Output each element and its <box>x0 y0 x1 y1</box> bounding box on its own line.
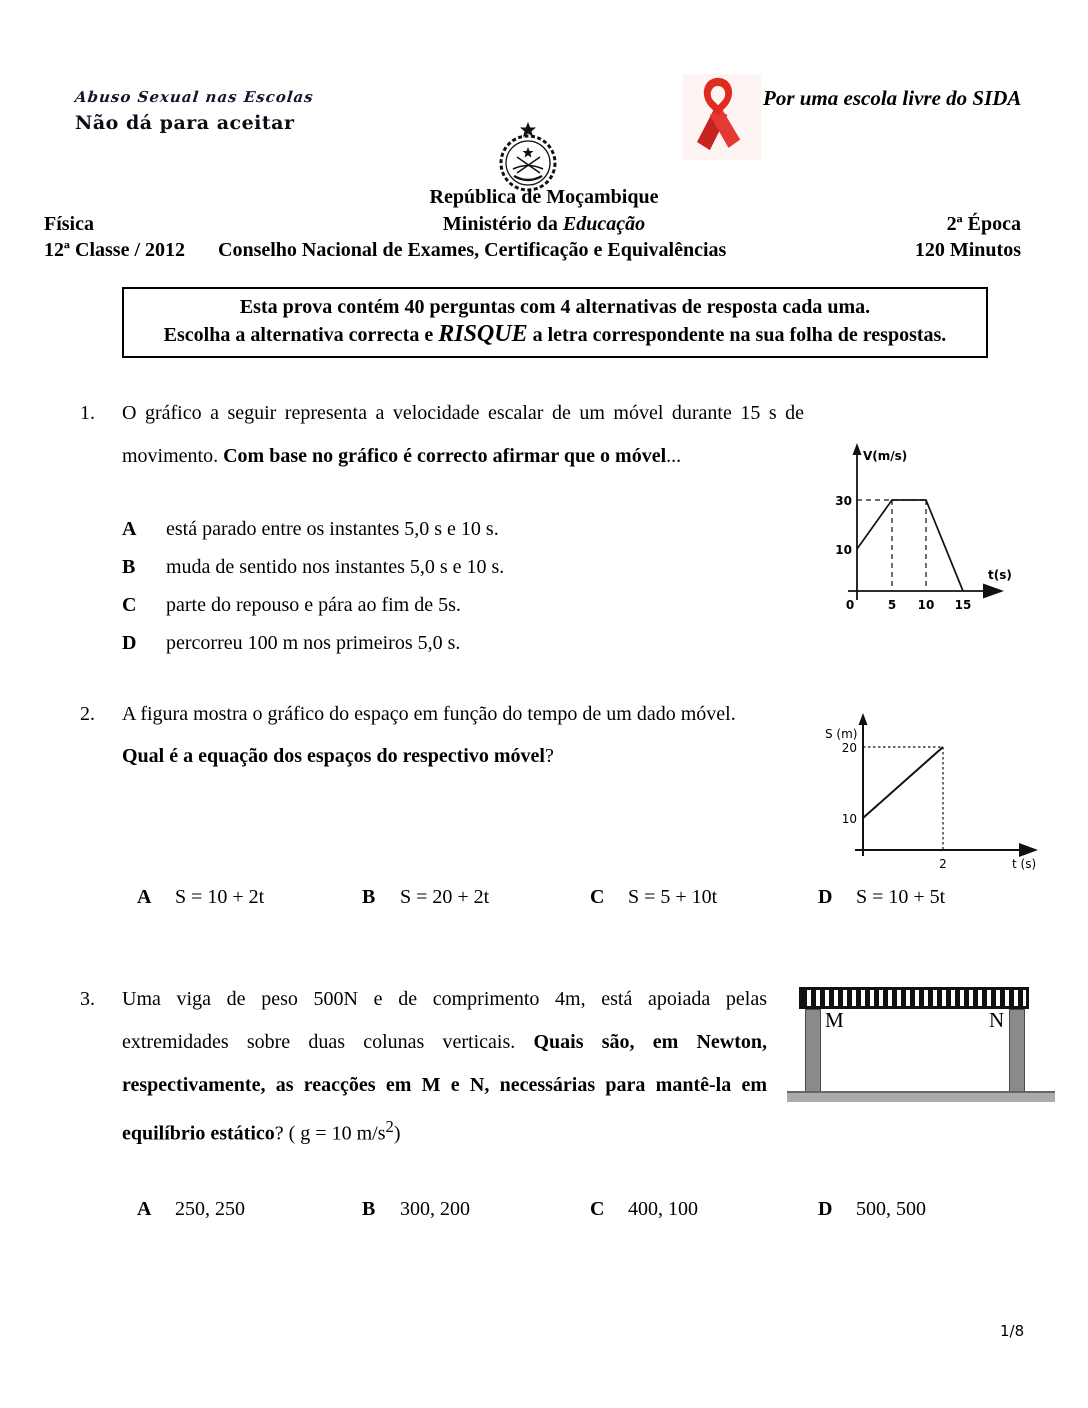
x-axis-arrow <box>983 584 1004 599</box>
q1-option-a <box>122 518 499 541</box>
q3-option-b-text: 300, 200 <box>400 1198 470 1220</box>
q2-option-d-letter: D <box>818 886 833 908</box>
q3-option-c-text: 400, 100 <box>628 1198 698 1220</box>
aids-ribbon-box <box>683 74 761 160</box>
y-axis-label: V(m/s) <box>863 449 908 463</box>
ministry-prefix: Ministério da <box>442 213 563 235</box>
q2-option-a-text: S = 10 + 2t <box>175 886 265 908</box>
q3-option-b <box>362 1198 470 1221</box>
q3-line4-normal-b: ) <box>393 1122 401 1145</box>
q3-line1-text: Uma viga de peso 500N e de comprimento 4m, está apoiada pelas <box>122 988 767 1010</box>
beam-label-m: M <box>825 1008 844 1032</box>
q1-text-line2 <box>122 445 804 468</box>
q3-line4-bold: equilíbrio estático <box>122 1122 275 1145</box>
aids-slogan: Por uma escola livre do SIDA <box>763 86 1022 110</box>
q1-option-d-letter: D <box>122 632 137 654</box>
xtick-2: 2 <box>939 857 947 871</box>
q3-number: 3. <box>80 988 95 1010</box>
q1-option-b-letter: B <box>122 556 136 578</box>
republic-title: República de Moçambique <box>429 186 659 208</box>
council-label: Conselho Nacional de Exames, Certificação e Equivalências <box>218 239 727 261</box>
emblem-land <box>513 166 543 170</box>
ministry-name: Educação <box>562 213 646 235</box>
q1-option-c <box>122 594 461 617</box>
q3-line2-normal: extremidades sobre duas colunas verticais. <box>122 1031 534 1053</box>
emblem-book <box>514 176 542 180</box>
xtick-15: 15 <box>954 598 972 612</box>
q2-option-c-letter: C <box>590 886 605 908</box>
q1-line2-bold: Com base no gráfico é correcto afirmar que o móvel <box>223 445 667 467</box>
q3-line4-superscript: 2 <box>385 1117 394 1136</box>
instruction-line2-pre: Escolha a alternativa correcta e <box>163 324 439 346</box>
instruction-line2-post: a letra correspondente na sua folha de respostas. <box>527 324 947 346</box>
q1-option-d <box>122 632 460 655</box>
q3-option-c-letter: C <box>590 1198 605 1220</box>
x-axis-label: t(s) <box>988 568 1012 582</box>
ribbon-loop <box>704 78 732 115</box>
q3-option-d-text: 500, 500 <box>856 1198 926 1220</box>
q3-line3-bold: respectivamente, as reacções em M e N, necessárias para mantê-la em <box>122 1074 767 1096</box>
epoch-label: 2ª Época <box>946 213 1021 235</box>
q3-option-d-letter: D <box>818 1198 833 1220</box>
q1-option-c-text: parte do repouso e pára ao fim de 5s. <box>166 594 461 616</box>
q3-line2-bold: Quais são, em Newton, <box>533 1031 767 1053</box>
grade-year-label: 12ª Classe / 2012 <box>44 239 185 261</box>
instruction-line1: Esta prova contém 40 perguntas com 4 alternativas de resposta cada uma. <box>239 296 871 318</box>
xtick-0: 0 <box>845 598 855 612</box>
instruction-box <box>122 287 988 358</box>
ytick-10: 10 <box>841 812 857 826</box>
q1-line2-normal: movimento. <box>122 445 224 467</box>
x-axis-label: t (s) <box>1012 857 1037 871</box>
ytick-10: 10 <box>835 543 852 557</box>
q3-text-line3 <box>122 1074 767 1104</box>
q2-option-b-letter: B <box>362 886 376 908</box>
q3-option-c <box>590 1198 698 1221</box>
subject-label: Física <box>44 213 94 235</box>
emblem-outer-ring <box>501 136 555 190</box>
ytick-20: 20 <box>841 741 857 755</box>
q1-option-a-letter: A <box>122 518 137 540</box>
q2-line1-text: A figura mostra o gráfico do espaço em função do tempo de um dado móvel. <box>122 703 736 725</box>
velocity-curve <box>857 500 963 591</box>
mozambique-emblem-icon <box>492 121 564 193</box>
campaign-bold-line: Não dá para aceitar <box>75 112 295 134</box>
q3-text-line2 <box>122 1031 767 1061</box>
q3-line4-normal-a: ? ( g = 10 m/s <box>274 1122 386 1145</box>
q2-option-a <box>137 886 264 909</box>
instruction-line2 <box>124 321 986 349</box>
q3-option-d <box>818 1198 926 1221</box>
q2-text-line1 <box>122 703 804 726</box>
q2-option-b-text: S = 20 + 2t <box>400 886 490 908</box>
column-m <box>805 1009 821 1093</box>
x-axis-arrow <box>1019 843 1038 857</box>
ytick-30: 30 <box>835 494 852 508</box>
q2-number: 2. <box>80 703 95 725</box>
y-axis-label: S (m) <box>825 727 858 741</box>
q3-option-a-letter: A <box>137 1198 152 1220</box>
q2-option-c-text: S = 5 + 10t <box>628 886 718 908</box>
q2-option-d-text: S = 10 + 5t <box>856 886 946 908</box>
q1-line1-text: O gráfico a seguir representa a velocidade escalar de um móvel durante 15 s de <box>122 402 804 424</box>
q2-option-a-letter: A <box>137 886 152 908</box>
q1-option-b-text: muda de sentido nos instantes 5,0 s e 10 s. <box>166 556 505 578</box>
q3-option-b-letter: B <box>362 1198 376 1220</box>
q2-text-line2 <box>122 745 804 768</box>
q2-option-b <box>362 886 489 909</box>
q2-space-time-graph <box>817 708 1047 873</box>
q3-option-a <box>137 1198 245 1221</box>
space-line <box>863 747 943 818</box>
q2-option-d <box>818 886 945 909</box>
duration-label: 120 Minutos <box>914 239 1021 261</box>
q1-option-d-text: percorreu 100 m nos primeiros 5,0 s. <box>166 632 461 654</box>
q1-option-a-text: está parado entre os instantes 5,0 s e 10 s. <box>166 518 499 540</box>
beam-label-n: N <box>989 1008 1005 1032</box>
q3-beam-figure <box>793 983 1055 1105</box>
beam-hatched-bar <box>799 987 1029 1009</box>
q1-text-line1 <box>122 402 804 432</box>
emblem-inner-star <box>523 147 534 158</box>
xtick-5: 5 <box>887 598 897 612</box>
column-n <box>1009 1009 1025 1093</box>
q1-number: 1. <box>80 402 95 424</box>
y-axis-arrow <box>859 713 868 725</box>
q1-option-b <box>122 556 504 579</box>
q2-line2-bold: Qual é a equação dos espaços do respectivo móvel <box>122 745 545 767</box>
q3-option-a-text: 250, 250 <box>175 1198 245 1220</box>
y-axis-arrow <box>853 443 862 455</box>
ministry-title <box>0 213 1088 236</box>
campaign-block <box>75 88 314 134</box>
q1-line2-tail: ... <box>666 445 682 467</box>
q2-option-c <box>590 886 717 909</box>
page-number: 1/8 <box>1000 1322 1025 1340</box>
xtick-10: 10 <box>917 598 935 612</box>
q3-text-line4 <box>122 1117 804 1146</box>
aids-ribbon-icon <box>683 74 753 154</box>
q1-velocity-time-graph <box>830 438 1015 613</box>
q3-text-line1 <box>122 988 767 1018</box>
q1-option-c-letter: C <box>122 594 137 616</box>
campaign-script-line: Abuso Sexual nas Escolas <box>74 88 315 106</box>
q2-line2-tail: ? <box>544 745 554 767</box>
risque-emphasis: RISQUE <box>438 321 528 347</box>
ground-line <box>787 1091 1055 1102</box>
